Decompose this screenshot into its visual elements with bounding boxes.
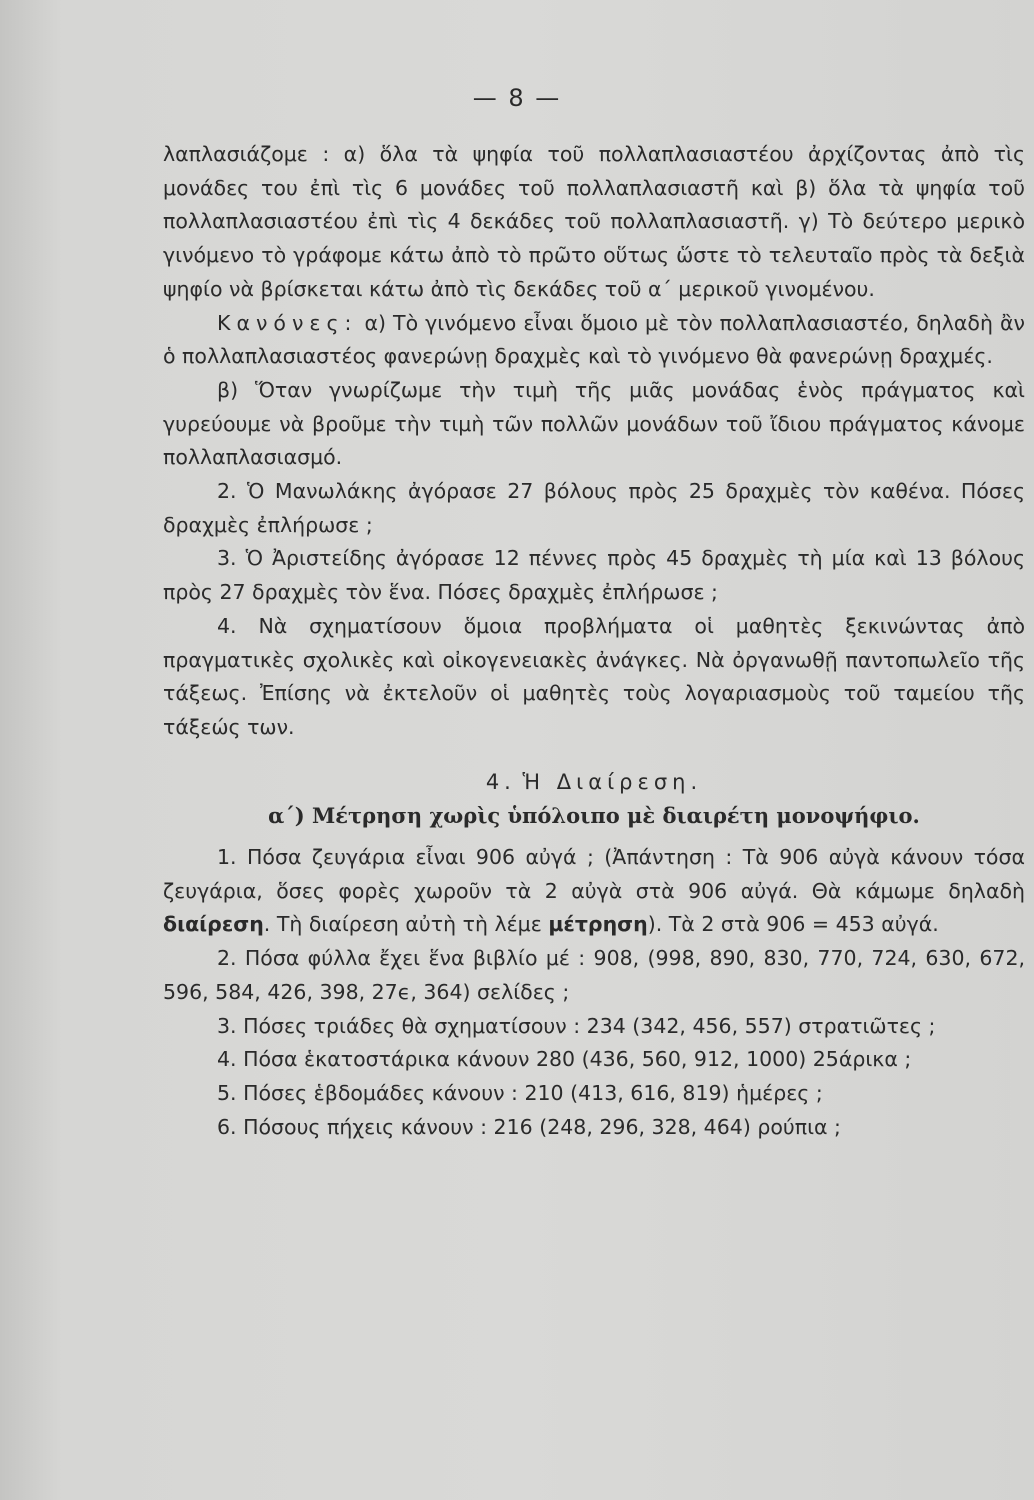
problem-1-text-a: 1. Πόσα ζευγάρια εἶναι 906 αὐγά ; (Ἀπάντηση : Τὰ 906 αὐγὰ κάνουν τόσα ζευγάρια, ὅσες φορὲς χωροῦν τὰ 2 αὐγὰ στὰ 906 αὐγά. Θὰ κάμωμε δηλαδὴ <box>163 845 1025 903</box>
paragraph-continuation: λαπλασιάζομε : α) ὅλα τὰ ψηφία τοῦ πολλαπλασιαστέου ἀρχίζοντας ἀπὸ τὶς μονάδες του ἐπὶ τὶς 6 μονάδες τοῦ πολλαπλασιαστῆ καὶ β) ὅλα τὰ ψηφία τοῦ πολλαπλασιαστέου ἐπὶ τὶς 4 δεκάδες τοῦ πολλαπλασιαστῆ. γ) Τὸ δεύτερο μερικὸ γινόμενο τὸ γράφομε κάτω ἀπὸ τὸ πρῶτο οὕτως ὥστε τὸ τελευταῖο πρὸς τὰ δεξιὰ ψηφίο νὰ βρίσκεται κάτω ἀπὸ τὶς δεκάδες τοῦ α΄ μερικοῦ γινομένου. <box>163 142 1025 301</box>
division-problem-3: 3. Πόσες τριάδες θὰ σχηματίσουν : 234 (342, 456, 557) στρατιῶτες ; <box>217 1013 936 1038</box>
problem-1-term-measurement: μέτρηση <box>548 912 648 937</box>
division-problem-1 <box>163 841 1025 942</box>
problem-1-term-division: διαίρεση <box>163 912 264 937</box>
section-title: Ἡ Διαίρεση. <box>522 769 703 794</box>
division-problem-6: 6. Πόσους πήχεις κάνουν : 216 (248, 296, 328, 464) ρούπια ; <box>217 1114 841 1139</box>
page-number: — 8 — <box>472 84 562 112</box>
division-problem-2: 2. Πόσα φύλλα ἔχει ἕνα βιβλίο μέ : 908, (998, 890, 830, 770, 724, 630, 672, 596, 584, 426, 398, 27ϵ, 364) σελίδες ; <box>163 946 1025 1004</box>
paragraph-rules <box>163 307 1025 374</box>
rules-text: α) Τὸ γινόμενο εἶναι ὅμοιο μὲ τὸν πολλαπλασιαστέο, δηλαδὴ ἂν ὁ πολλαπλασιαστέος φανερώνῃ δραχμὲς καὶ τὸ γινόμενο θὰ φανερώνῃ δραχμές. <box>163 310 1025 369</box>
paragraph-problem-2: 2. Ὁ Μανωλάκης ἀγόρασε 27 βόλους πρὸς 25 δραχμὲς τὸν καθένα. Πόσες δραχμὲς ἐπλήρωσε ; <box>163 479 1025 537</box>
subsection-heading: α΄) Μέτρηση χωρὶς ὑπόλοιπο μὲ διαιρέτη μονοψήφιο. <box>268 803 920 829</box>
paragraph-problem-4: 4. Νὰ σχηματίσουν ὅμοια προβλήματα οἱ μαθητὲς ξεκινώντας ἀπὸ πραγματικὲς σχολικὲς καὶ οἰκογενειακὲς ἀνάγκες. Νὰ ὀργανωθῇ παντοπωλεῖο τῆς τάξεως. Ἐπίσης νὰ ἐκτελοῦν οἱ μαθητὲς τοὺς λογαριασμοὺς τοῦ ταμείου τῆς τάξεώς των. <box>163 613 1025 739</box>
section-number: 4. <box>485 769 516 794</box>
problem-1-text-b: . Τὴ διαίρεση αὐτὴ τὴ λέμε <box>263 912 549 937</box>
division-problem-5: 5. Πόσες ἑβδομάδες κάνουν : 210 (413, 616, 819) ἡμέρες ; <box>217 1080 823 1105</box>
rules-label: Κανόνες: <box>217 310 358 335</box>
paragraph-problem-3: 3. Ὁ Ἀριστείδης ἀγόρασε 12 πέννες πρὸς 45 δραχμὲς τὴ μία καὶ 13 βόλους πρὸς 27 δραχμὲς τὸν ἕνα. Πόσες δραχμὲς ἐπλήρωσε ; <box>163 546 1025 605</box>
page-body <box>163 138 1025 1144</box>
problem-1-text-c: ). Τὰ 2 στὰ 906 = 453 αὐγά. <box>647 912 939 937</box>
paragraph-rule-b: β) Ὅταν γνωρίζωμε τὴν τιμὴ τῆς μιᾶς μονάδας ἑνὸς πράγματος καὶ γυρεύουμε νὰ βροῦμε τὴν τιμὴ τῶν πολλῶν μονάδων τοῦ ἴδιου πράγματος κάνομε πολλαπλασιασμό. <box>163 377 1025 470</box>
section-heading <box>163 766 1025 800</box>
division-problem-4: 4. Πόσα ἑκατοστάρικα κάνουν 280 (436, 560, 912, 1000) 25άρικα ; <box>217 1047 912 1072</box>
